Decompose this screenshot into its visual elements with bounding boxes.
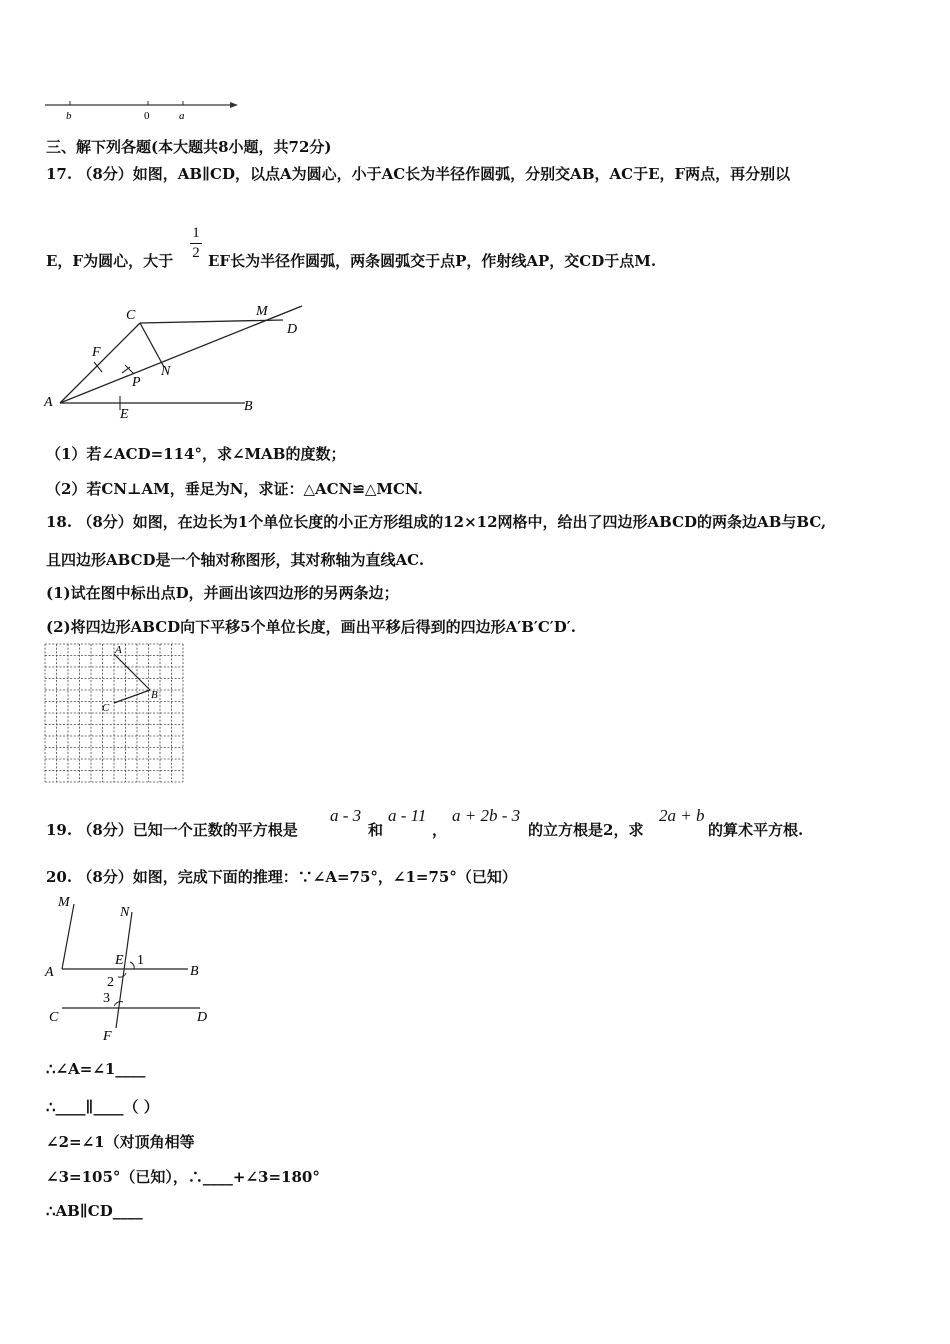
fraction-denominator: 2	[192, 245, 200, 261]
q19-expr1: a - 3	[330, 806, 362, 825]
q18-part2: (2)将四边形ABCD向下平移5个单位长度，画出平移后得到的四边形A′B′C′D′.	[46, 618, 576, 636]
q17-line2-post: EF长为半径作圆弧，两条圆弧交于点P，作射线AP，交CD于点M.	[208, 252, 657, 270]
q19-expr4: 2a + b	[659, 806, 705, 825]
q20-label-M: M	[58, 895, 70, 910]
q20-step1: ∴∠A=∠1____	[46, 1060, 146, 1078]
q19-comma: ，	[432, 821, 448, 839]
section-title: 三、解下列各题(本大题共8小题，共72分)	[46, 138, 332, 156]
fraction-numerator: 1	[192, 225, 200, 241]
q18-label-A: A	[115, 644, 122, 656]
q20-label-N: N	[120, 905, 130, 920]
number-line-label-a: a	[179, 110, 185, 122]
q17-part2: （2）若CN⊥AM，垂足为N，求证：△ACN≌△MCN.	[46, 480, 423, 498]
q20-label-1: 1	[137, 953, 144, 968]
number-line-label-b: b	[66, 110, 72, 122]
q19-and: 和	[368, 821, 384, 839]
q20-label-D: D	[197, 1010, 208, 1025]
q20-label-B: B	[190, 964, 199, 979]
q17-part1: （1）若∠ACD=114°，求∠MAB的度数；	[46, 445, 346, 463]
q19-post: 的算术平方根.	[708, 821, 804, 839]
q18-grid-figure	[44, 643, 188, 787]
q20-label-C: C	[49, 1010, 59, 1025]
q17-figure	[40, 298, 315, 423]
q20-label-A: A	[45, 965, 54, 980]
q17-label-B: B	[244, 399, 253, 414]
q18-label-B: B	[151, 689, 158, 701]
q17-label-A: A	[44, 395, 53, 410]
q17-label-E: E	[120, 407, 129, 422]
q17-label-F: F	[92, 345, 101, 360]
q17-line1: 17. （8分）如图，AB∥CD，以点A为圆心，小于AC长为半径作圆弧，分别交AB，AC于E，F两点，再分别以	[46, 165, 791, 183]
q20-figure	[40, 890, 220, 1045]
q18-line2: 且四边形ABCD是一个轴对称图形，其对称轴为直线AC.	[46, 551, 425, 569]
q19-expr3: a + 2b - 3	[452, 806, 521, 825]
q20-label-E: E	[115, 953, 124, 968]
q18-label-C: C	[102, 702, 110, 714]
q17-line2-pre: E，F为圆心，大于	[46, 252, 174, 270]
q19-expr2: a - 11	[388, 806, 427, 825]
q17-label-D: D	[287, 322, 298, 337]
q20-line1: 20. （8分）如图，完成下面的推理：∵∠A=75°，∠1=75°（已知）	[46, 868, 517, 886]
q17-label-C: C	[126, 308, 136, 323]
q17-label-M: M	[256, 304, 268, 319]
q20-step4: ∠3=105°（已知），∴____+∠3=180°	[46, 1168, 320, 1186]
q20-label-F: F	[103, 1029, 112, 1044]
fraction-one-half	[188, 225, 204, 262]
fraction-bar	[190, 243, 202, 244]
q20-step2: ∴____∥____（ ）	[46, 1098, 159, 1116]
q20-step5: ∴AB∥CD____	[46, 1202, 143, 1220]
q20-step3: ∠2=∠1（对顶角相等	[46, 1133, 195, 1151]
q17-label-P: P	[132, 375, 141, 390]
q20-label-2: 2	[107, 975, 114, 990]
q17-label-N: N	[161, 364, 171, 379]
number-line-figure	[40, 92, 245, 122]
q18-line1: 18. （8分）如图，在边长为1个单位长度的小正方形组成的12×12网格中，给出了四边形ABCD的两条边AB与BC,	[46, 513, 827, 531]
q20-label-3: 3	[103, 991, 110, 1006]
number-line-label-0: 0	[144, 110, 150, 122]
q19-pre: 19. （8分）已知一个正数的平方根是	[46, 821, 298, 839]
q18-part1: (1)试在图中标出点D，并画出该四边形的另两条边；	[46, 584, 399, 602]
q19-mid: 的立方根是2，求	[528, 821, 644, 839]
